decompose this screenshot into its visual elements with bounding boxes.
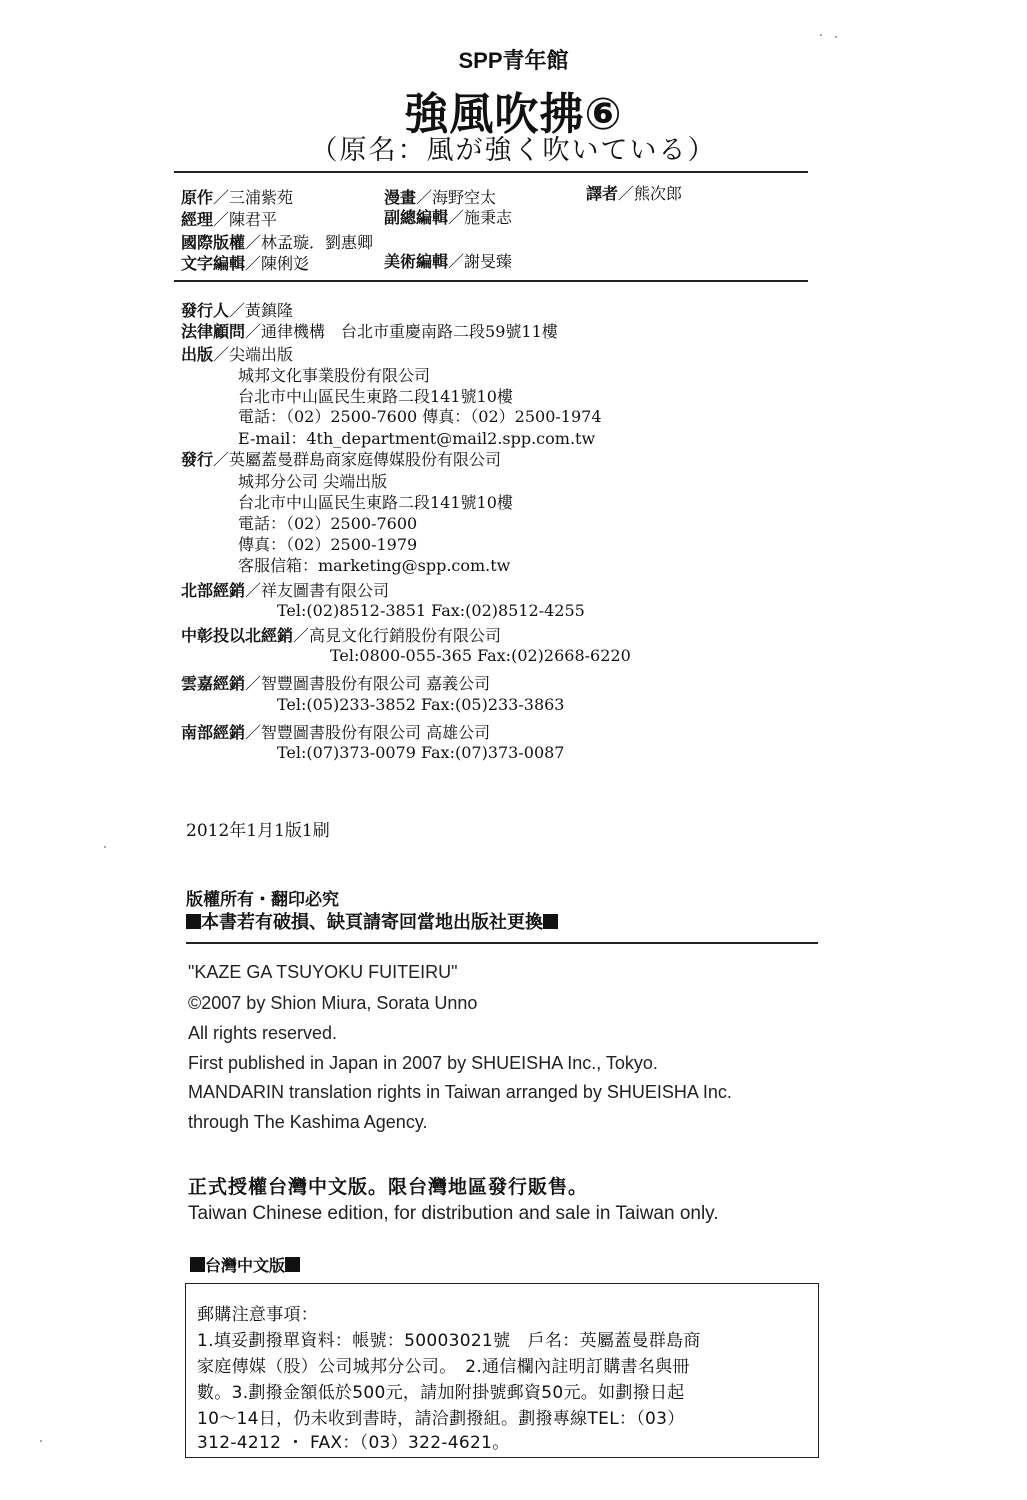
edition-date: 2012年1月1版1刷	[186, 821, 330, 841]
pub-label: 發行	[181, 450, 214, 469]
north-contact: Tel:(02)8512-3851 Fax:(02)8512-4255	[277, 601, 585, 620]
credits-bottom-rule	[174, 280, 808, 282]
credit-value: 海野空太	[432, 188, 497, 207]
credit-value: 陳俐彣	[261, 254, 310, 273]
pub-label: 出版	[181, 345, 214, 364]
pub-value: 黃鎮隆	[245, 301, 294, 320]
yunjia-contact: Tel:(05)233-3852 Fax:(05)233-3863	[277, 695, 565, 714]
press-line: 出版／尖端出版	[181, 345, 294, 364]
credit-translator: 譯者／熊次郎	[586, 184, 683, 203]
distribution-line: 發行／英屬蓋曼群島商家庭傳媒股份有限公司	[181, 450, 502, 469]
pub-value: 通律機構 台北市重慶南路二段59號11樓	[261, 322, 558, 341]
credit-value: 熊次郎	[634, 184, 683, 203]
credit-manga: 漫畫／海野空太	[384, 188, 497, 207]
english-copyright: ©2007 by Shion Miura, Sorata Unno	[188, 993, 478, 1013]
scan-speck	[104, 846, 106, 848]
credit-deputy-editor: 副總編輯／施秉志	[384, 208, 513, 227]
pub-label: 法律顧問	[181, 322, 246, 341]
distribution-detail: 城邦分公司 尖端出版	[238, 472, 388, 491]
credit-original-author: 原作／三浦紫苑	[181, 188, 294, 207]
press-detail: 電話：（02）2500-7600 傳真：（02）2500-1974	[238, 407, 602, 426]
pub-value: 智豐圖書股份有限公司 高雄公司	[261, 723, 491, 742]
replacement-notice-text: 本書若有破損、缺頁請寄回當地出版社更換	[201, 912, 543, 933]
taiwan-edition-text: 台灣中文版	[205, 1256, 286, 1275]
pub-value: 尖端出版	[229, 345, 294, 364]
book-title: 強風吹拂⑥	[404, 89, 623, 140]
authorization-zh: 正式授權台灣中文版。限台灣地區發行販售。	[188, 1176, 589, 1198]
credit-value: 陳君平	[229, 210, 278, 229]
credit-intl-rights: 國際版權／林孟璇．劉惠卿	[181, 233, 374, 252]
credit-value: 謝旻臻	[464, 252, 513, 271]
pub-value: 高見文化行銷股份有限公司	[309, 626, 502, 645]
authorization-en: Taiwan Chinese edition, for distribution and sale in Taiwan only.	[188, 1203, 719, 1224]
press-detail: 台北市中山區民生東路二段141號10樓	[238, 387, 513, 406]
pub-value: 英屬蓋曼群島商家庭傳媒股份有限公司	[229, 450, 502, 469]
central-contact: Tel:0800-055-365 Fax:(02)2668-6220	[330, 646, 631, 665]
pub-value: 祥友圖書有限公司	[261, 581, 390, 600]
scan-speck	[820, 34, 822, 36]
credit-text-editor: 文字編輯／陳俐彣	[181, 254, 310, 273]
credit-label: 國際版權	[181, 233, 246, 252]
english-title: "KAZE GA TSUYOKU FUITEIRU"	[188, 962, 458, 982]
north-distributor: 北部經銷／祥友圖書有限公司	[181, 581, 390, 600]
credit-value: 三浦紫苑	[229, 188, 294, 207]
credit-label: 美術編輯	[384, 252, 449, 271]
mail-order-title: 郵購注意事項：	[197, 1305, 319, 1325]
south-distributor: 南部經銷／智豐圖書股份有限公司 高雄公司	[181, 723, 491, 742]
credits-top-rule	[174, 171, 808, 173]
credit-label: 漫畫	[384, 188, 417, 207]
taiwan-edition-label	[190, 1253, 300, 1276]
english-translation-rights: MANDARIN translation rights in Taiwan arranged by SHUEISHA Inc.	[188, 1082, 732, 1102]
pub-value: 智豐圖書股份有限公司 嘉義公司	[261, 674, 491, 693]
credit-label: 原作	[181, 188, 214, 207]
pub-label: 中彰投以北經銷	[181, 626, 294, 645]
credit-value: 施秉志	[464, 208, 513, 227]
original-title: （原名：風が強く吹いている）	[310, 135, 717, 166]
series-label: SPP青年館	[458, 48, 569, 73]
south-contact: Tel:(07)373-0079 Fax:(07)373-0087	[277, 743, 565, 762]
distribution-detail: 傳真：（02）2500-1979	[238, 535, 418, 554]
black-square-icon	[285, 1257, 300, 1272]
credit-label: 文字編輯	[181, 254, 246, 273]
credit-value: 林孟璇．劉惠卿	[261, 233, 374, 252]
black-square-icon	[186, 914, 201, 929]
copyright-notice: 版權所有・翻印必究	[186, 890, 339, 910]
mail-order-line: 312-4212 ・ FAX：（03）322-4621。	[197, 1433, 510, 1453]
credit-manager: 經理／陳君平	[181, 210, 278, 229]
black-square-icon	[190, 1257, 205, 1272]
replacement-notice	[186, 908, 558, 934]
legal-line: 法律顧問／通律機構 台北市重慶南路二段59號11樓	[181, 322, 558, 341]
central-distributor: 中彰投以北經銷／高見文化行銷股份有限公司	[181, 626, 502, 645]
publisher-line: 發行人／黃鎮隆	[181, 301, 294, 320]
credit-label: 副總編輯	[384, 208, 449, 227]
english-rights: All rights reserved.	[188, 1023, 338, 1043]
pub-label: 發行人	[181, 301, 230, 320]
english-agency: through The Kashima Agency.	[188, 1112, 428, 1132]
pub-label: 北部經銷	[181, 581, 246, 600]
press-email: E-mail：4th_department@mail2.spp.com.tw	[238, 429, 596, 448]
pub-label: 雲嘉經銷	[181, 674, 246, 693]
press-detail: 城邦文化事業股份有限公司	[238, 366, 431, 385]
mail-order-line: 家庭傳媒（股）公司城邦分公司。 2.通信欄內註明訂購書名與冊	[197, 1357, 690, 1377]
credit-label: 譯者	[586, 184, 619, 203]
english-top-rule	[186, 942, 818, 944]
mail-order-line: 10～14日，仍未收到書時，請洽劃撥組。劃撥專線TEL：（03）	[197, 1409, 685, 1429]
black-square-icon	[543, 914, 558, 929]
distribution-detail: 台北市中山區民生東路二段141號10樓	[238, 493, 513, 512]
mail-order-line: 數。3.劃撥金額低於500元，請加附掛號郵資50元。如劃撥日起	[197, 1383, 685, 1403]
pub-label: 南部經銷	[181, 723, 246, 742]
distribution-email: 客服信箱：marketing@spp.com.tw	[238, 556, 511, 575]
distribution-detail: 電話：（02）2500-7600	[238, 514, 418, 533]
scan-speck	[40, 1440, 42, 1442]
english-first-published: First published in Japan in 2007 by SHUEISHA Inc., Tokyo.	[188, 1053, 658, 1073]
credit-art-editor: 美術編輯／謝旻臻	[384, 252, 513, 271]
mail-order-line: 1.填妥劃撥單資料：帳號：50003021號 戶名：英屬蓋曼群島商	[197, 1331, 701, 1351]
credit-label: 經理	[181, 210, 214, 229]
scan-speck	[835, 36, 837, 38]
yunjia-distributor: 雲嘉經銷／智豐圖書股份有限公司 嘉義公司	[181, 674, 491, 693]
